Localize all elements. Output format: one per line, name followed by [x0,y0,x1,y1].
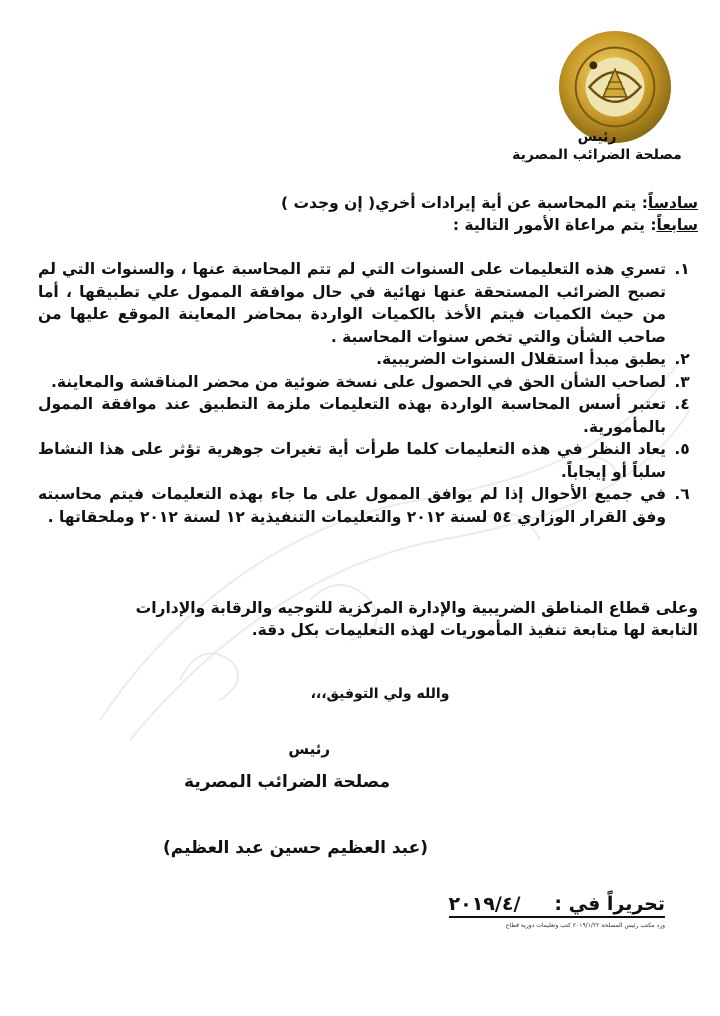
intro-label: سادساً [647,194,698,212]
list-item-number: ١. [674,260,690,278]
list-item [38,483,698,528]
list-item [38,438,698,483]
numbered-list [38,258,698,528]
signature-name: (عبد العظيم حسين عبد العظيم) [162,838,428,858]
intro-text: : يتم المحاسبة عن أية إيرادات أخري( إن وجدت ) [280,194,648,212]
signature-organization: مصلحة الضرائب المصرية [184,772,390,792]
header-title-line2: مصلحة الضرائب المصرية [512,147,682,163]
signature-title: رئيس [288,740,330,758]
closing-paragraph: وعلى قطاع المناطق الضريبية والإدارة المركزية للتوجيه والرقابة والإدارات التابعة لها متابعة تنفيذ المأموريات لهذه التعليمات بكل دقة. [135,599,698,639]
intro-line-sixth [38,192,698,214]
list-item-text: تسري هذه التعليمات على السنوات التي لم تتم المحاسبة عنها ، والسنوات التي لم تصبح الضرائب المستحقة عنها نهائية في حال موافقة الممول علي تطبيقها ، أما من حيث الكميات فيتم الأخذ بالكميات الواردة بمحاضر المعاينة الموقع عليها من صاحب الشأن والتي تخص سنوات المحاسبة . [38,260,666,346]
list-item [38,348,698,371]
list-item-number: ٤. [674,395,690,413]
header-title-line1: رئيس [577,129,617,145]
reference-note: ورد مكتب رئيس المصلحة ٢٠١٩/١/٢٢ كتب وتعليمات دورية قطاع [505,922,665,929]
list-item-number: ٦. [674,485,690,503]
list-item-number: ٥. [674,440,690,458]
date-label: تحريراً في : [554,893,665,915]
intro-text: : يتم مراعاة الأمور التالية : [452,216,657,234]
list-item [38,393,698,438]
list-item-text: تعتبر أسس المحاسبة الواردة بهذه التعليمات ملزمة التطبيق عند موافقة الممول بالمأمورية. [38,395,666,436]
list-item-text: لصاحب الشأن الحق في الحصول على نسخة ضوئية من محضر المناقشة والمعاينة. [50,372,666,391]
list-item-text: في جميع الأحوال إذا لم يوافق الممول على ما جاء بهذه التعليمات فيتم محاسبته وفق القرار الوزاري ٥٤ لسنة ٢٠١٢ والتعليمات التنفيذية ١٢ لسنة ٢٠١٢ وملحقاتها . [38,485,666,526]
list-item-number: ٢. [674,350,690,368]
list-item-number: ٣. [674,372,690,391]
regards-line: والله ولي التوفيق،،، [310,686,450,702]
date-value: /٢٠١٩/٤ [448,893,521,915]
list-item-text: يعاد النظر في هذه التعليمات كلما طرأت أية تغيرات جوهرية تؤثر على هذا النشاط سلباً أو إيجاباً. [38,440,666,481]
list-item-text: يطبق مبدأ استقلال السنوات الضريبية. [376,350,666,368]
date-line [449,893,666,918]
intro-section [38,192,698,236]
header-title [512,128,682,164]
intro-label: سابعاً [656,216,698,234]
list-item [38,371,698,394]
list-item [38,258,698,348]
intro-line-seventh [38,214,698,236]
